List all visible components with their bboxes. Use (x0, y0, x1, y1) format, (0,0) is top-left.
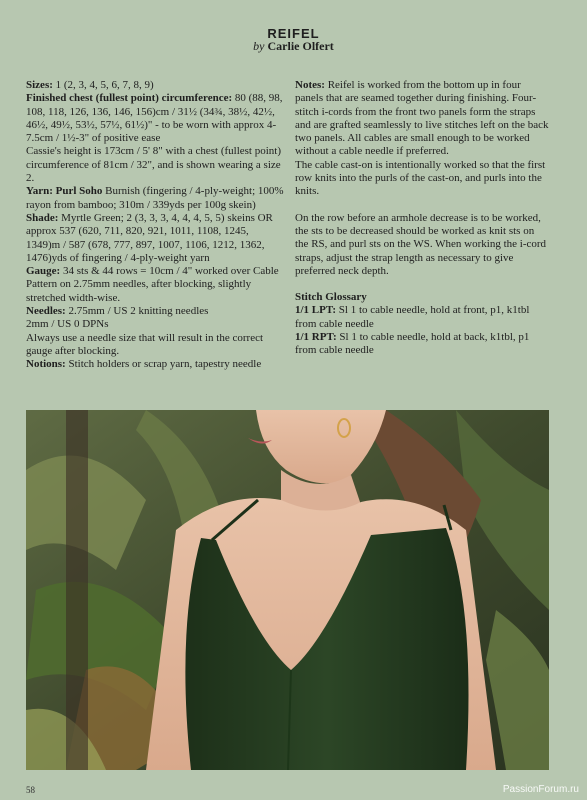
glossary-rpt (295, 331, 550, 358)
rpt-label: 1/1 RPT: (295, 331, 337, 344)
armhole-note: On the row before an armhole decrease is to be worked, the sts to be decreased should be worked as knit sts on the RS, and purl sts on the WS. When working the i-cord straps, adjust the strap length as necessary to give preferred neck depth. (295, 211, 547, 277)
sizes-text: 1 (2, 3, 4, 5, 6, 7, 8, 9) (52, 79, 154, 91)
lpt-label: 1/1 LPT: (295, 304, 337, 317)
glossary-lpt (295, 304, 550, 331)
rpt-text: Sl 1 to cable needle, hold at back, k1tbl, p1 from cable needle (295, 331, 530, 357)
notes-line (295, 79, 550, 159)
tree-trunk (66, 410, 88, 770)
watermark: PassionForum.ru (502, 784, 579, 795)
yarn-label: Yarn: Purl Soho (26, 185, 103, 198)
byline (0, 39, 587, 54)
sizes-label: Sizes: (26, 79, 53, 91)
chest-line (26, 92, 284, 145)
pattern-notes-column (295, 79, 550, 358)
needles-note: Always use a needle size that will result in the correct gauge after blocking. (26, 331, 264, 357)
pattern-details-column (26, 79, 284, 372)
photo-illustration (26, 410, 549, 770)
shade-line (26, 212, 284, 265)
byline-by: by (253, 39, 265, 53)
lpt-text: Sl 1 to cable needle, hold at front, p1, k1tbl from cable needle (295, 304, 530, 330)
needles-line-2: 2mm / US 0 DPNs (26, 318, 109, 331)
needles-line (26, 305, 284, 318)
chest-label: Finished chest (fullest point) circumference: (26, 92, 233, 105)
paragraph-gap (295, 199, 550, 212)
pattern-title: REIFEL (267, 26, 320, 41)
notions-text: Stitch holders or scrap yarn, tapestry needle (65, 358, 262, 371)
gauge-label: Gauge: (26, 265, 61, 278)
model-photo (26, 410, 549, 770)
gauge-text: 34 sts & 44 rows = 10cm / 4" worked over Cable Pattern on 2.75mm needles, after blocking, slightly stretched width-wise. (26, 265, 279, 304)
shade-label: Shade: (26, 211, 59, 224)
notes-text: Reifel is worked from the bottom up in four panels that are seamed together during finishing. Four-stitch i-cords from the front two panels form the straps and are grafted seamlessly to live stitches left on the back two panels. All cables are small enough to be worked without a cable needle if preferred. (295, 79, 549, 158)
paragraph-gap (295, 278, 550, 291)
glossary-title: Stitch Glossary (295, 291, 367, 304)
notions-line (26, 358, 284, 371)
notes-label: Notes: (295, 79, 325, 91)
notions-label: Notions: (26, 358, 66, 371)
yarn-text: Burnish (fingering / 4-ply-weight; 100% rayon from bamboo; 310m / 339yds per 100g skein) (26, 185, 284, 211)
gauge-line (26, 265, 284, 305)
sizes-line (26, 79, 284, 92)
needles-text: 2.75mm / US 2 knitting needles (65, 305, 209, 318)
page-number: 58 (26, 785, 35, 795)
yarn-line (26, 185, 284, 212)
chest-text: 80 (88, 98, 108, 118, 126, 136, 146, 156)cm / 31½ (34¾, 38½, 42½, 46½, 49½, 53½, 57½, 61½)" - to be worn with approx 4-7.5cm / 1½-3" of positive ease (26, 92, 283, 145)
castoff-note: The cable cast-on is intentionally worked so that the first row knits into the purls of the cast-on, and purls into the knits. (295, 158, 546, 198)
author-name: Carlie Olfert (267, 39, 334, 53)
shade-text: Myrtle Green; 2 (3, 3, 3, 4, 4, 4, 5, 5) skeins OR approx 537 (620, 711, 820, 921, 1011, 1108, 1245, 1349)m / 587 (678, 777, 897, 1007, 1106, 1212, 1362, 1476)yds of fingering / 4-ply-weight yarn (26, 211, 273, 264)
needles-label: Needles: (26, 305, 66, 318)
chest-note: Cassie's height is 173cm / 5' 8" with a chest (fullest point) circumference of 81cm / 32", and is shown wearing a size 2. (26, 145, 282, 185)
